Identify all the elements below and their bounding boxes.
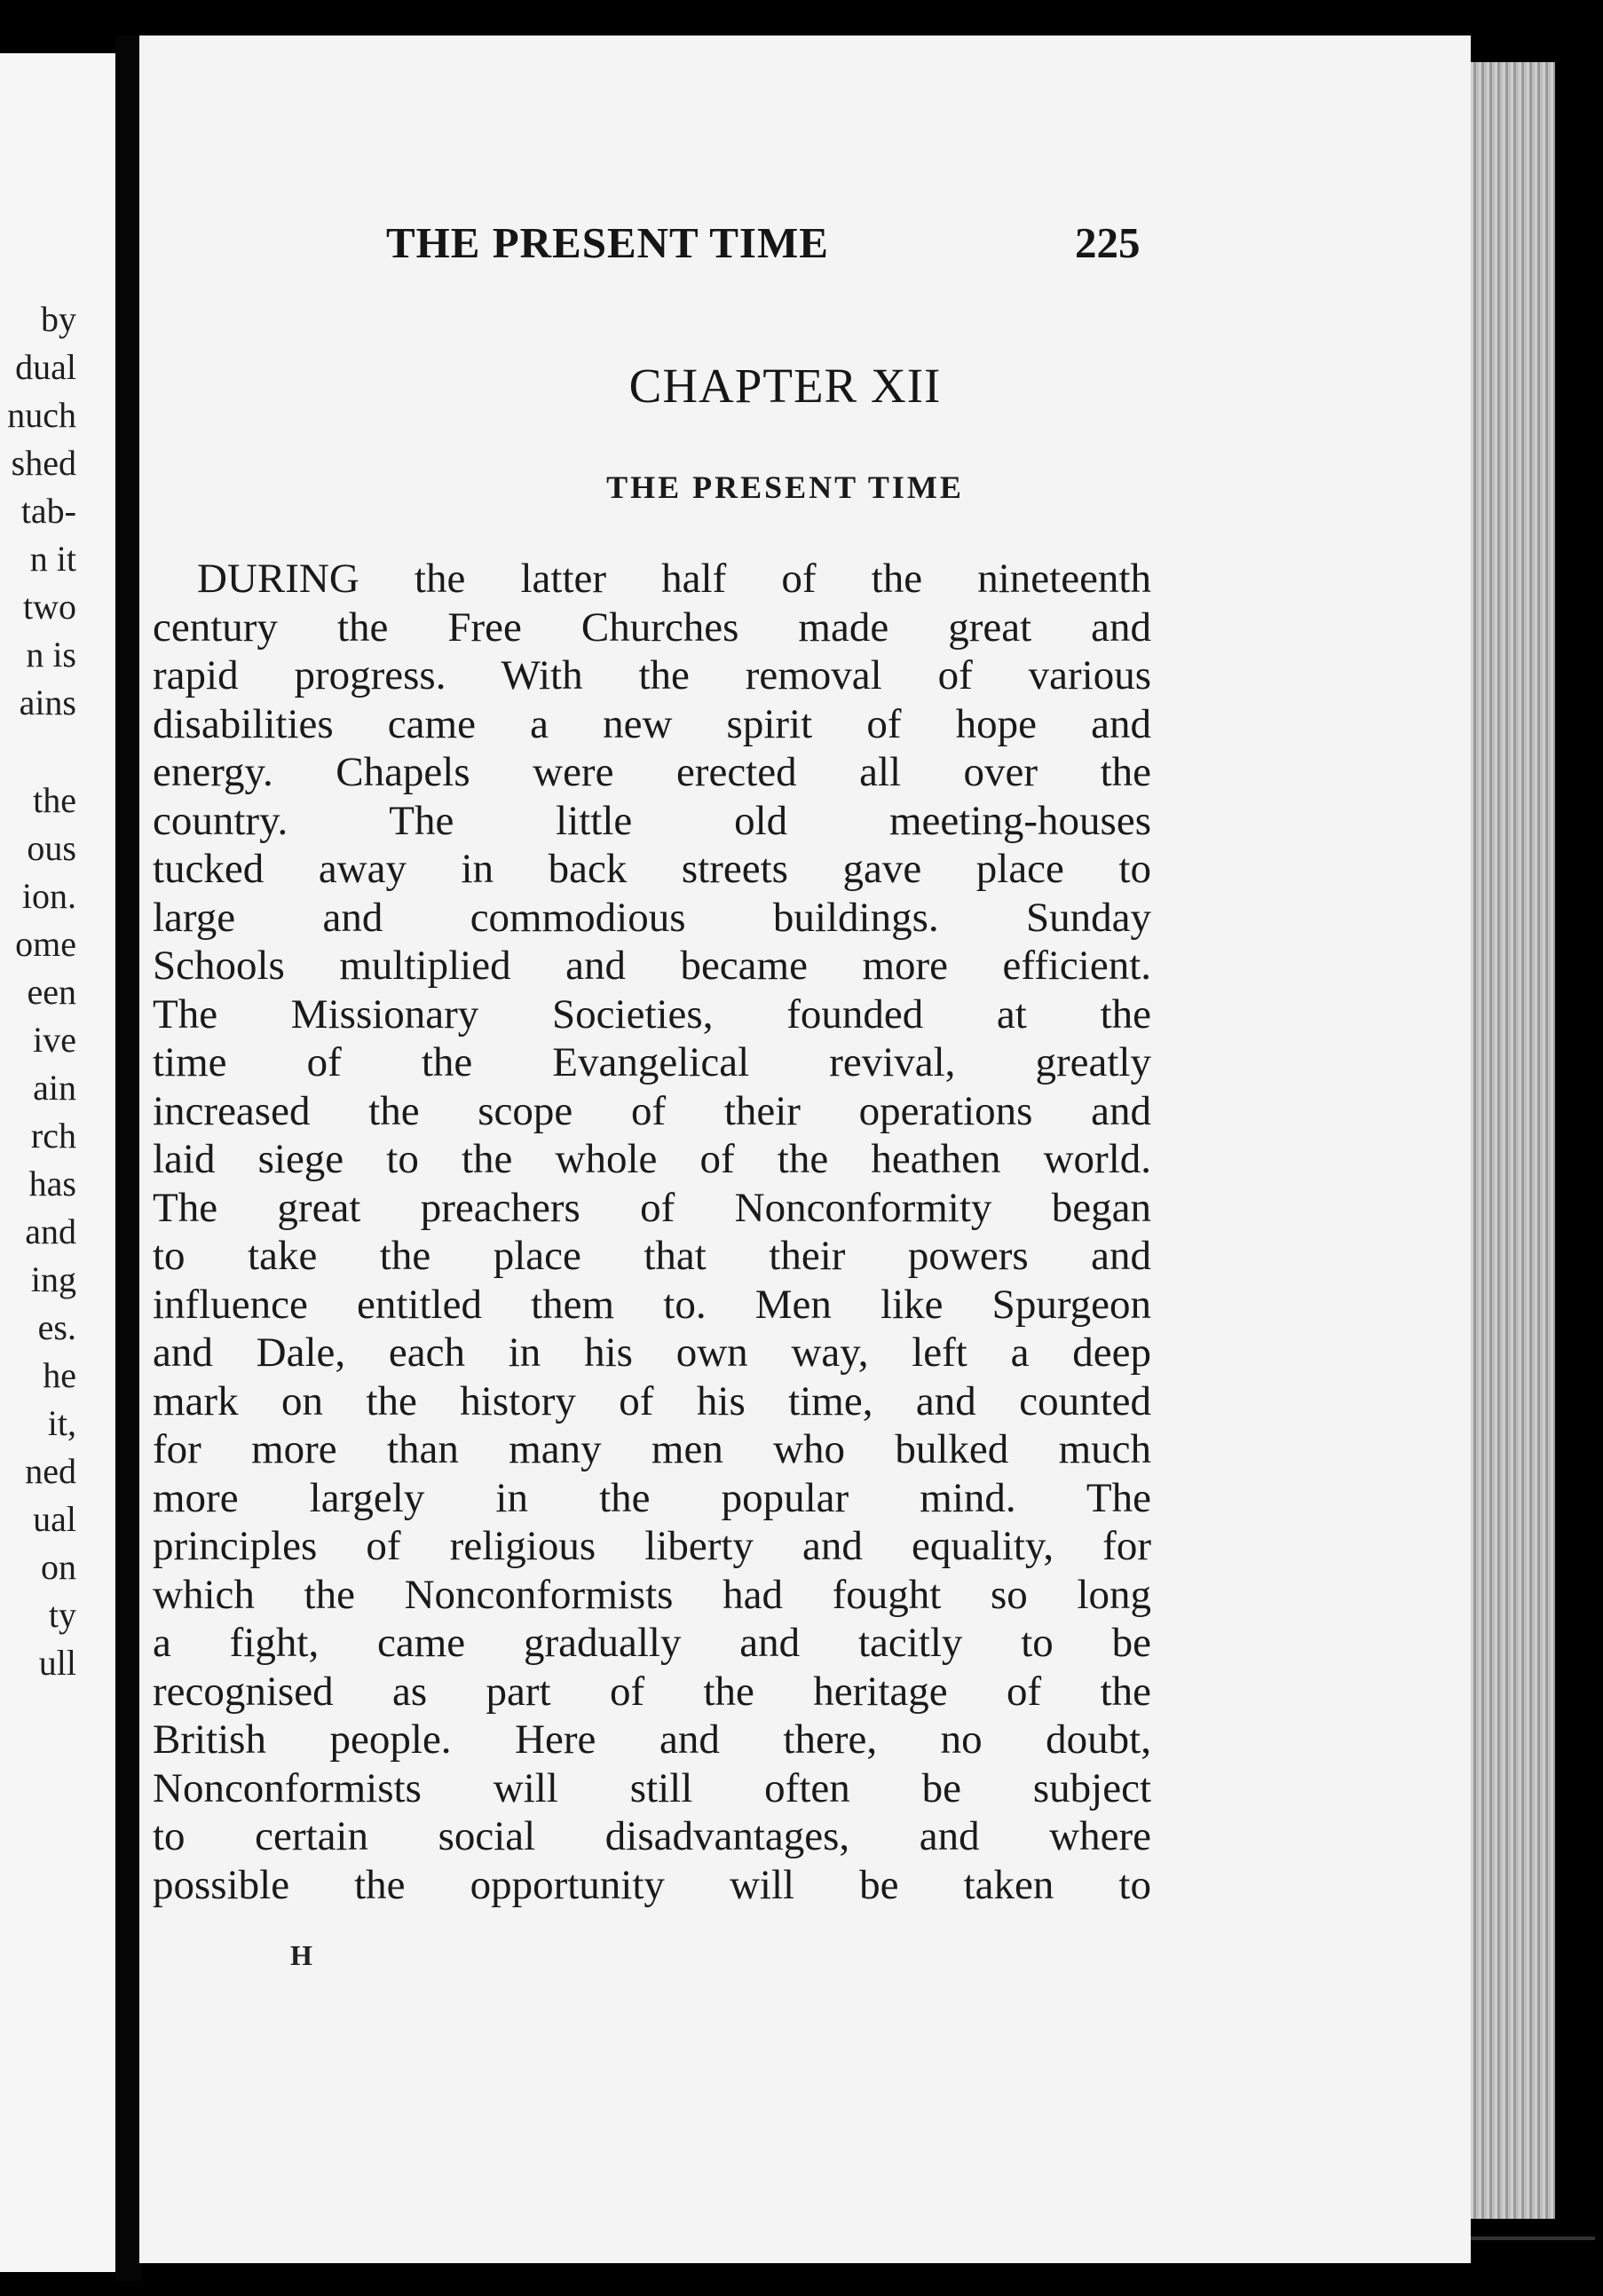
running-title: THE PRESENT TIME <box>386 218 829 267</box>
text-line: The Missionary Societies, founded at the <box>153 990 1151 1038</box>
text-line: to take the place that their powers and <box>153 1233 1151 1279</box>
facing-page-word: tab- <box>20 491 76 531</box>
text-line: principles of religious liberty and equality, for <box>153 1523 1151 1569</box>
text-line: a fight, came gradually and tacitly to be <box>153 1620 1151 1666</box>
text-line: for more than many men who bulked much <box>153 1426 1151 1472</box>
text-line: century the Free Churches made great and <box>153 604 1151 651</box>
text-line: which the Nonconformists had fought so long <box>153 1571 1151 1618</box>
facing-page-fragment <box>0 53 115 2272</box>
facing-page-word: nuch <box>7 395 76 435</box>
text-line: increased the scope of their operations and <box>153 1087 1151 1134</box>
page-number: 225 <box>1075 218 1141 267</box>
text-line: possible the opportunity will be taken to <box>153 1861 1151 1908</box>
running-head <box>139 217 1471 271</box>
facing-page-word: ous <box>27 828 76 868</box>
book-gutter <box>115 36 142 2281</box>
facing-page-word: by <box>41 299 76 339</box>
facing-page-word: ned <box>25 1451 76 1491</box>
text-line: large and commodious buildings. Sunday <box>153 894 1151 941</box>
text-line: more largely in the popular mind. The <box>153 1474 1151 1521</box>
facing-page-word: ive <box>33 1020 76 1060</box>
facing-page-word: ing <box>30 1259 76 1299</box>
facing-page-word: ains <box>19 682 76 722</box>
facing-page-word: rch <box>30 1116 76 1156</box>
text-line: disabilities came a new spirit of hope and <box>153 700 1151 747</box>
text-line: laid siege to the whole of the heathen world. <box>153 1136 1151 1182</box>
text-line: mark on the history of his time, and counted <box>153 1377 1151 1424</box>
text-line: The great preachers of Nonconformity began <box>153 1184 1151 1231</box>
page-stack-edge <box>1471 62 1555 2219</box>
facing-page-word: ome <box>15 924 76 964</box>
text-line: rapid progress. With the removal of various <box>153 652 1151 698</box>
facing-page-word: on <box>41 1547 76 1587</box>
signature-mark: H <box>290 1939 312 1971</box>
text-line: energy. Chapels were erected all over the <box>153 749 1151 795</box>
text-line: time of the Evangelical revival, greatly <box>153 1039 1151 1085</box>
text-line: DURING the latter half of the nineteenth <box>197 556 1151 602</box>
text-line: Schools multiplied and became more efficient. <box>153 943 1151 989</box>
facing-page-word: ual <box>33 1499 76 1539</box>
chapter-title: CHAPTER XII <box>628 359 942 413</box>
facing-page-word: een <box>27 972 76 1012</box>
text-line: to certain social disadvantages, and where <box>153 1813 1151 1859</box>
facing-page-word: it, <box>47 1403 76 1443</box>
text-line: influence entitled them to. Men like Spurgeon <box>153 1281 1151 1328</box>
book-page <box>139 36 1471 2263</box>
facing-page-word: n it <box>29 539 76 579</box>
body-text <box>153 555 1151 1909</box>
facing-page-word: he <box>43 1355 76 1395</box>
facing-page-word: es. <box>37 1307 76 1347</box>
text-line: British people. Here and there, no doubt, <box>153 1716 1151 1763</box>
facing-page-word: the <box>33 780 76 820</box>
text-line: recognised as part of the heritage of the <box>153 1668 1151 1715</box>
facing-page-word: ion. <box>21 876 76 916</box>
text-line: and Dale, each in his own way, left a deep <box>153 1329 1151 1376</box>
facing-page-word: n is <box>26 635 76 675</box>
text-line: country. The little old meeting-houses <box>153 797 1151 844</box>
facing-page-word: ain <box>33 1068 76 1108</box>
facing-page-word: ty <box>48 1595 76 1635</box>
facing-page-word: shed <box>11 443 76 483</box>
facing-page-word: ull <box>38 1643 76 1683</box>
facing-page-word: and <box>25 1211 76 1251</box>
facing-page-word: dual <box>15 347 76 387</box>
facing-page-word: two <box>23 587 76 627</box>
page-smudge <box>1471 2237 1595 2240</box>
text-line: Nonconformists will still often be subject <box>153 1764 1151 1811</box>
facing-page-word: has <box>28 1164 76 1203</box>
chapter-subtitle: THE PRESENT TIME <box>606 469 964 505</box>
text-line: tucked away in back streets gave place to <box>153 846 1151 892</box>
